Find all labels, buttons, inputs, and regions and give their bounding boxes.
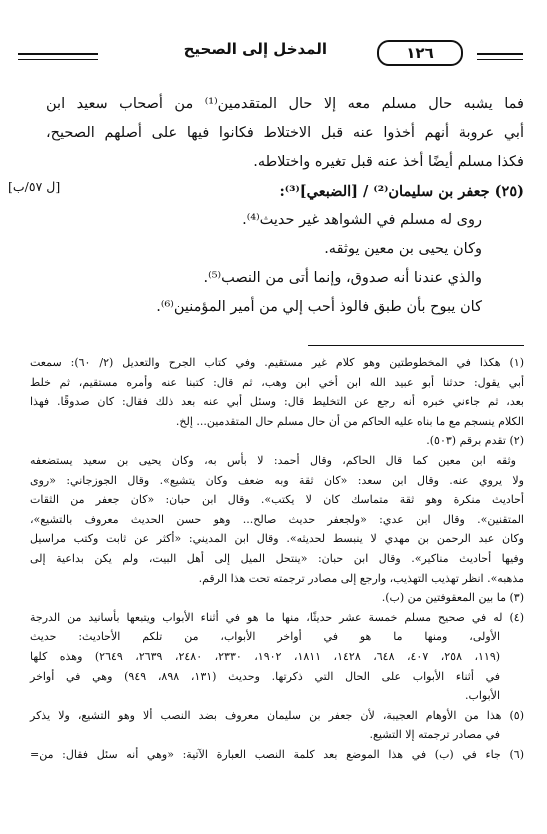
manuscript-folio-note: [ل ٥٧/ب] xyxy=(8,179,61,194)
footnote-line: الكلام ينسجم مع ما بناه عليه الحاكم من أن حال مسلم حال المتقدمين... إلخ. xyxy=(175,414,524,428)
footnote-line: (١) هكذا في المخطوطتين وهو كلام غير مستقيم. وفي كتاب الجرح والتعديل (٢/ ٦٠): سمعت xyxy=(30,356,525,369)
footnote-line: (١١٩، ٢٥٨، ٤٠٧، ٦٤٨، ١٤٢٨، ١٨١١، ١٩٠٢، ٢٣٣٠، ٢٤٨٠، ٢٦٣٩، ٢٦٤٩) وهذه كلها xyxy=(30,649,501,663)
footnote-line: وكان عبد الرحمن بن مهدي لا ينبسط لحديثه». وقال ابن المديني: «أكثر عن ثابت وكتب مراسيل xyxy=(30,532,524,546)
footnote-line: أحاديث منكرة وهو ثقة متماسك كان لا يكتب». وقال ابن حبان: «كان جعفر من الثقات xyxy=(30,493,524,507)
footnote-line: (٣) ما بين المعقوفتين من (ب). xyxy=(381,591,524,605)
entry-heading: (٢٥) جعفر بن سليمان⁽²⁾ / [الضبعي]⁽³⁾: xyxy=(279,183,524,200)
footnote-line: بعد، ثم جاءني خبره أنه رجع عن التخليط قال: وسئل أبي عنه بعد ذلك فقال: كان صدوقًا. فهذا xyxy=(30,395,524,409)
footnote-line: (٢) تقدم برقم (٥٠٣). xyxy=(426,434,524,448)
running-title: المدخل إلى الصحيح xyxy=(183,40,327,58)
footnote-line: الأولى، ومنها ما هو في أواخر الأبواب، من تلكم الأحاديث: حديث xyxy=(30,630,500,644)
footnote-line: في مصادر ترجمته إلا التشيع. xyxy=(369,728,500,742)
main-text xyxy=(46,90,524,322)
footnote-line: ولا يروي عنه. وقال ابن سعد: «كان ثقة وبه ضعف وكان يتشيع». وقال الجوزجاني: «روى xyxy=(30,473,524,487)
footnote-divider xyxy=(308,345,524,346)
footnotes xyxy=(30,353,524,764)
page-header xyxy=(18,38,523,68)
footnote-line: وثقه ابن معين كما قال الحاكم، وقال أحمد: لا بأس به، وكان يحيى بن سعيد يستضعفه xyxy=(30,453,516,467)
main-line: أبي عروبة أنهم أخذوا عنه قبل الاختلاط فكانوا فيها على أصلهم الصحيح، xyxy=(46,125,524,141)
footnote-line: وفيها أحاديث مناكير». وقال ابن حبان: «ينتحل الميل إلى أهل البيت، ولم يكن بداعية إلى xyxy=(30,551,524,565)
main-line: فما يشبه حال مسلم معه إلا حال المتقدمين⁽¹⁾ من أصحاب سعيد ابن xyxy=(46,96,524,112)
main-line: والذي عندنا أنه صدوق، وإنما أتى من النصب⁽⁵⁾. xyxy=(203,270,482,286)
footnote-line: مذهبه». انظر تهذيب التهذيب، وارجع إلى مصادر ترجمته تحت هذا الرقم. xyxy=(198,571,524,585)
header-rule-right xyxy=(477,53,523,60)
footnote-line: (٦) جاء في (ب) في هذا الموضع بعد كلمة النصب العبارة الآتية: «وهي أنه سئل فقال: من= xyxy=(30,747,524,761)
footnote-line: الأبواب. xyxy=(465,689,500,703)
footnote-line: (٥) هذا من الأوهام العجيبة، لأن جعفر بن سليمان معروف بضد النصب ألا وهو التشيع، ولا يذكر xyxy=(30,708,524,722)
footnote-line: أبي يقول: حدثنا أبو عبيد الله ابن أخي ابن وهب، ثم قال: كتبنا عنه وأمره مستقيم، ثم خلط xyxy=(30,375,524,389)
main-line: فكذا مسلم أيضًا أخذ عنه قبل تغيره واختلاطه. xyxy=(253,154,524,170)
footnote-line: المتقنين». وقال ابن عدي: «ولجعفر حديث صالح... وهو حسن الحديث معروف بالتشيع»، xyxy=(30,512,524,526)
main-line: وكان يحيى بن معين يوثقه. xyxy=(324,241,482,257)
main-line: روى له مسلم في الشواهد غير حديث⁽⁴⁾. xyxy=(242,212,482,228)
footnote-line: في أثناء الأبواب على الحال التي ذكرتها. وحديث (١٣١، ٨٩٨، ٩٤٩) وهي في أواخر xyxy=(30,669,501,683)
footnote-line: (٤) له في صحيح مسلم خمسة عشر حديثًا، منها ما هو في أثناء الأبواب ويتبعها بأسانيد من الدرجة xyxy=(30,610,524,624)
header-rule-left xyxy=(18,53,98,60)
main-line: كان يبوح بأن طبق فالوذ أحب إلي من أمير المؤمنين⁽⁶⁾. xyxy=(156,299,482,315)
page-number: ١٢٦ xyxy=(377,40,463,66)
